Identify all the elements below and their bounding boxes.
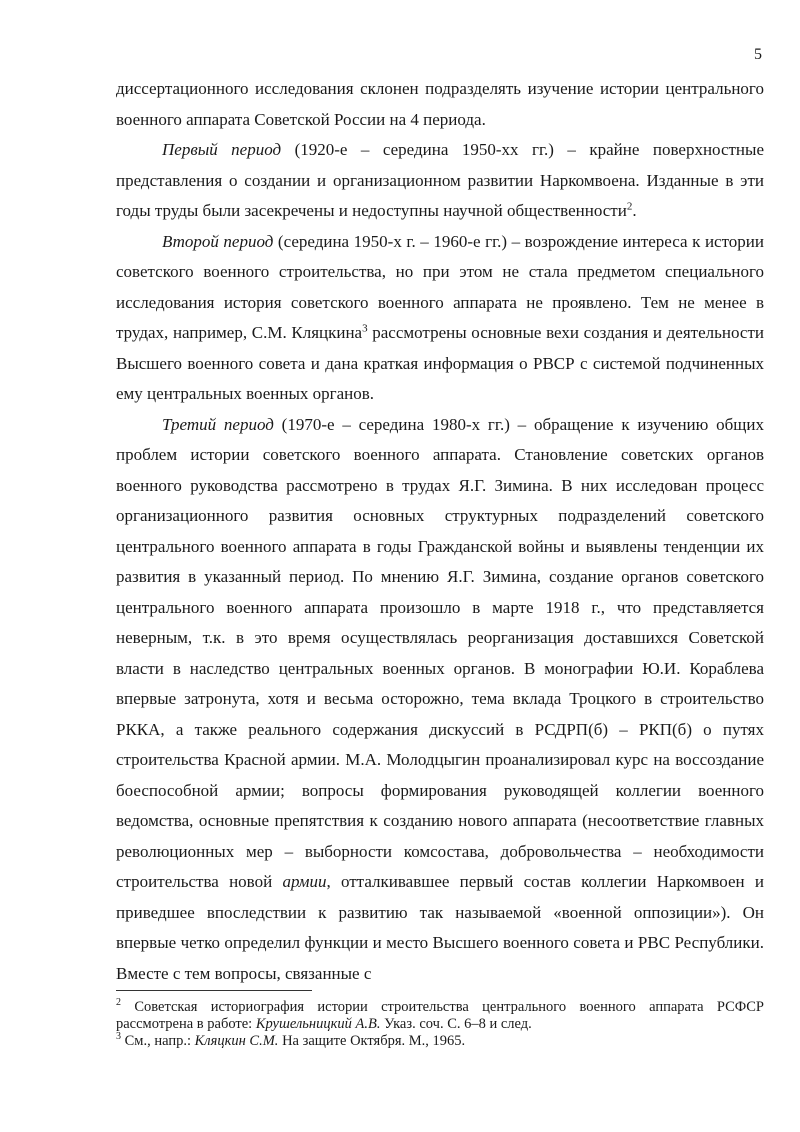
footnote-3-author: Кляцкин С.М.: [194, 1033, 279, 1049]
footnote-3-text-a: См., напр.:: [121, 1033, 195, 1049]
third-period-text-b: , отталкивавшее первый состав коллегии Наркомвоен и приведшее впоследствии к развитию так называемой «военной оппозиции»). Он впервые четко определил функции и место Высшего военного совета и РВС Республики. Вместе с тем вопросы, связанные с: [116, 872, 764, 983]
footnote-2-text-b: Указ. соч. С. 6–8 и след.: [380, 1016, 532, 1032]
footnote-ref-3[interactable]: 3: [362, 322, 368, 335]
third-period-text-a: (1970-е – середина 1980-х гг.) – обращение к изучению общих проблем истории советского военного аппарата. Становление советских органов военного руководства рассмотрено в трудах Я.Г. Зимина. В них исследован процесс организационного развития основных структурных подразделений советского центрального военного аппарата в годы Гражданской войны и выявлены тенденции их развития в указанный период. По мнению Я.Г. Зимина, создание органов советского центрального военного аппарата произошло в марте 1918 г., что представляется неверным, т.к. в это время осуществлялась реорганизация доставшихся Советской власти в наследство центральных военных органов. В монографии Ю.И. Кораблева впервые затронута, хотя и весьма осторожно, тема вклада Троцкого в строительство РККА, а также реального содержания дискуссий в РСДРП(б) – РКП(б) о путях строительства Красной армии. М.А. Молодцыгин проанализировал курс на воссоздание боеспособной армии; вопросы формирования руководящей коллегии военного ведомства, основные препятствия к созданию нового аппарата (несоответствие главных революционных мер – выборности комсостава, добровольчества – необходимости строительства новой: [116, 414, 764, 891]
paragraph-second-period: [116, 227, 764, 410]
footnote-2-text-a: Советская историография истории строительства центрального военного аппарата РСФСР рассмотрена в работе:: [116, 999, 764, 1032]
footnote-divider: [116, 990, 312, 991]
footnote-3-text-b: На защите Октября. М., 1965.: [278, 1033, 466, 1049]
first-period-end: .: [632, 201, 637, 220]
footnote-3: [116, 1033, 764, 1050]
footnote-2-mark: 2: [116, 997, 121, 1009]
footnote-2-author: Крушельницкий А.В.: [255, 1016, 381, 1032]
second-period-heading: Второй период: [162, 231, 274, 251]
footnote-2: [116, 999, 764, 1033]
body-text: [116, 74, 764, 989]
footnote-3-mark: 3: [116, 1031, 121, 1043]
footnote-ref-2[interactable]: 2: [626, 200, 633, 213]
paragraph-first-period: [116, 135, 764, 227]
paragraph-intro: диссертационного исследования склонен подразделять изучение истории центрального военного аппарата Советской России на 4 периода.: [116, 79, 764, 129]
paragraph-third-period: [116, 410, 764, 990]
third-period-emphasis: армии: [282, 872, 327, 891]
first-period-text: (1920-е – середина 1950-хх гг.) – крайне поверхностные представления о создании и организационном развитии Наркомвоена. Изданные в эти годы труды были засекречены и недоступны научной общественности: [116, 140, 764, 220]
second-period-text-b: рассмотрены основные вехи создания и деятельности Высшего военного совета и дана краткая информация о РВСР с системой подчиненных ему центральных военных органов.: [116, 323, 764, 403]
third-period-heading: Третий период: [162, 414, 274, 434]
page-number: 5: [754, 46, 762, 63]
footnotes: [116, 999, 764, 1050]
first-period-heading: Первый период: [162, 140, 282, 159]
second-period-text-a: (середина 1950-х г. – 1960-е гг.) – возрождение интереса к истории советского военного строительства, но при этом не стала предметом специального исследования история советского военного аппарата не проявлено. Тем не менее в трудах, например, С.М. Кляцкина: [116, 231, 764, 342]
